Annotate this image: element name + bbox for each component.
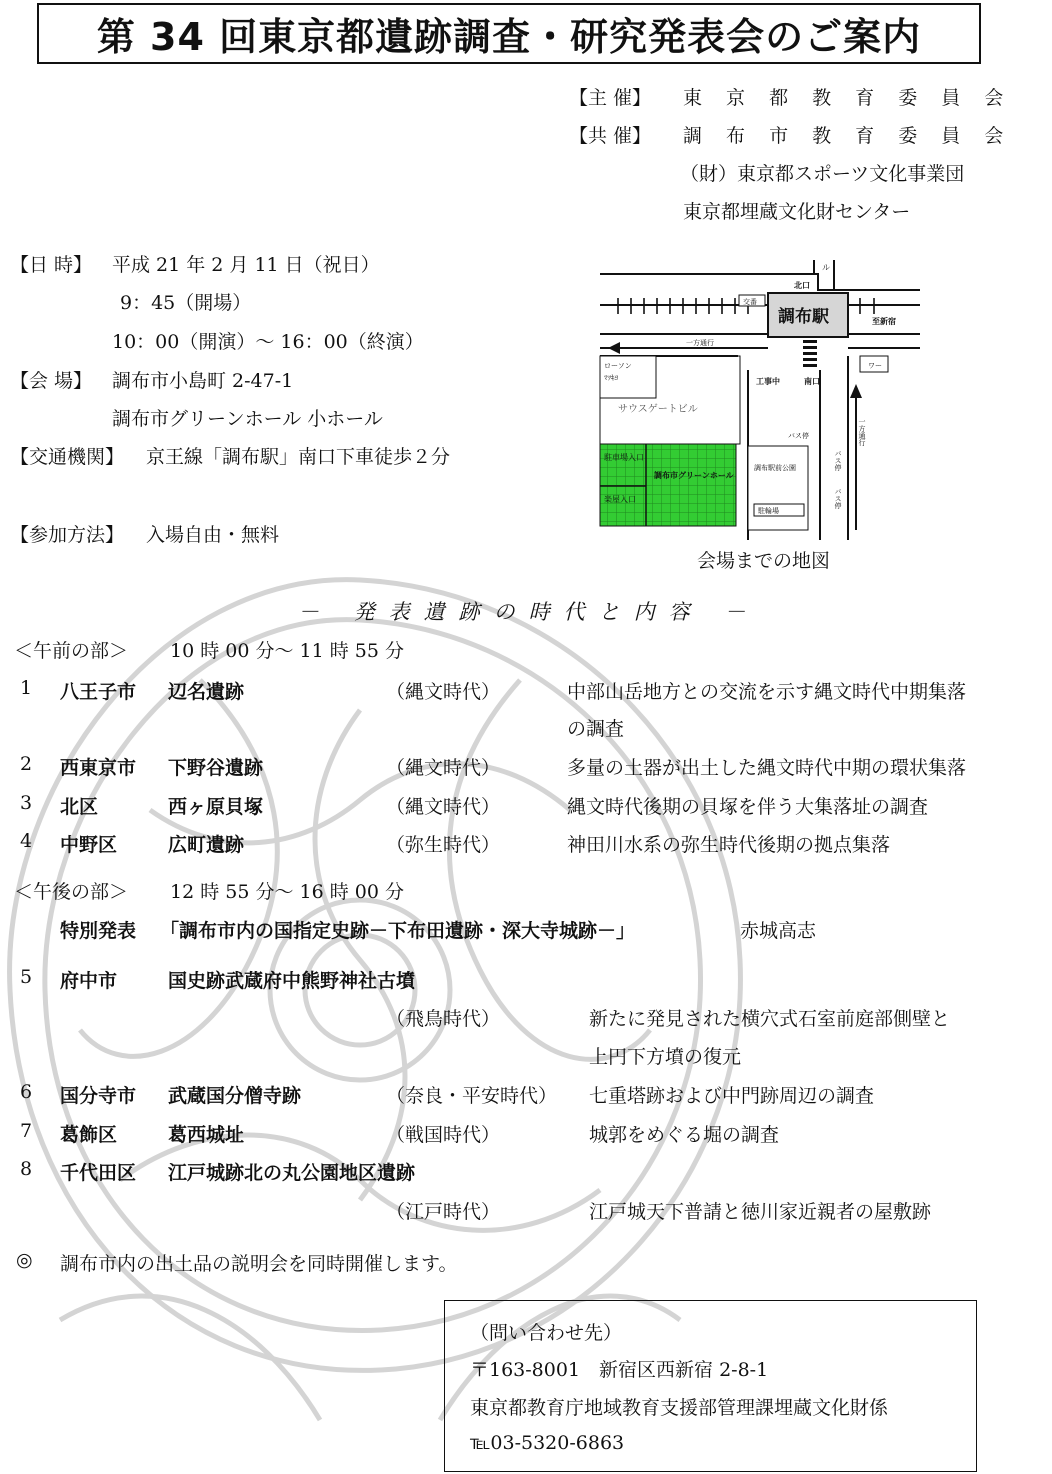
access-info: 京王線「調布駅」南口下車徒歩２分 [146, 446, 451, 468]
item-city: 府中市 [60, 970, 118, 992]
page-title: 第 34 回東京都遺跡調査・研究発表会のご案内 [37, 3, 981, 64]
item-description: 多量の土器が出土した縄文時代中期の環状集落 [567, 757, 967, 779]
item-number: 2 [20, 753, 33, 775]
host-name: 東 京 都 教 育 委 員 会 [683, 87, 1013, 109]
item-number: 1 [20, 677, 33, 699]
item-number: 5 [20, 966, 33, 988]
morning-time: 10 時 00 分～ 11 時 55 分 [170, 640, 404, 662]
venue-map [598, 260, 928, 542]
access-label: 【交通機関】 [10, 446, 125, 468]
item-description: 七重塔跡および中門跡周辺の調査 [589, 1085, 875, 1107]
item-description: 城郭をめぐる堀の調査 [589, 1124, 780, 1146]
participation-info: 入場自由・無料 [146, 524, 280, 546]
note-mark: ◎ [16, 1249, 33, 1271]
map-label-one-way-south: 一方通行 [858, 418, 866, 446]
item-number: 4 [20, 830, 33, 852]
item-site: 国史跡武蔵府中熊野神社古墳 [168, 970, 416, 992]
item-period: （縄文時代） [386, 796, 501, 818]
cohost-label: 【共 催】 [569, 125, 652, 147]
host-label: 【主 催】 [569, 87, 652, 109]
contact-tel: ℡03-5320-6863 [470, 1432, 625, 1454]
map-drawing [598, 260, 928, 542]
participation-label: 【参加方法】 [10, 524, 125, 546]
map-label-station: 調布駅 [778, 307, 829, 327]
map-label-north-exit: 北口 [794, 281, 810, 290]
special-label: 特別発表 [60, 920, 137, 942]
map-label-backstage-entry: 楽屋入口 [604, 495, 636, 504]
cohost-2: （財）東京都スポーツ文化事業団 [680, 163, 965, 185]
item-period: （縄文時代） [386, 681, 501, 703]
contact-department: 東京都教育庁地域教育支援部管理課埋蔵文化財係 [470, 1397, 889, 1419]
map-label-lawson: ローソン [604, 362, 632, 370]
map-label-tower: ワー [868, 362, 882, 370]
map-label-one-way-west: 一方通行 [686, 339, 714, 347]
item-city: 中野区 [60, 834, 118, 856]
cohost-3: 東京都埋蔵文化財センター [683, 201, 911, 223]
item-site: 広町遺跡 [168, 834, 245, 856]
contact-postal: 〒163-8001 新宿区西新宿 2-8-1 [470, 1359, 769, 1381]
item-description: 神田川水系の弥生時代後期の拠点集落 [567, 834, 891, 856]
note-text: 調布市内の出土品の説明会を同時開催します。 [60, 1253, 458, 1275]
item-description: 縄文時代後期の貝塚を伴う大集落址の調査 [567, 796, 929, 818]
map-label-parking-entry: 駐車場入口 [604, 453, 644, 462]
item-number: 8 [20, 1158, 33, 1180]
map-label-ru: ル [822, 263, 830, 272]
map-label-hall: 調布市グリーンホール [654, 471, 734, 480]
special-speaker: 赤城高志 [740, 920, 817, 942]
morning-label: ＜午前の部＞ [14, 640, 129, 662]
item-period: （弥生時代） [386, 834, 501, 856]
event-date: 平成 21 年 2 月 11 日（祝日） [112, 254, 380, 276]
item-city: 葛飾区 [60, 1124, 118, 1146]
map-label-construction: 工事中 [756, 377, 780, 386]
item-period: （縄文時代） [386, 757, 501, 779]
item-description: 新たに発見された横穴式石室前庭部側壁と [589, 1008, 951, 1030]
item-city: 西東京市 [60, 757, 137, 779]
item-description-cont: の調査 [567, 718, 625, 740]
venue-name: 調布市グリーンホール 小ホール [112, 408, 383, 430]
event-hours: 10：00（開演）～ 16：00（終演） [112, 331, 424, 353]
afternoon-label: ＜午後の部＞ [14, 881, 129, 903]
map-label-shinjuku: 至新宿 [872, 317, 896, 326]
section-heading: － 発表遺跡の時代と内容 － [298, 600, 760, 624]
item-city: 八王子市 [60, 681, 137, 703]
item-description-cont: 上円下方墳の復元 [589, 1046, 742, 1068]
map-label-bus-stop-2: バス停 [834, 450, 842, 471]
cohost-1: 調 布 市 教 育 委 員 会 [683, 125, 1013, 147]
venue-label: 【会 場】 [10, 370, 93, 392]
map-label-bike-parking: 駐輪場 [758, 507, 779, 515]
item-site: 辺名遺跡 [168, 681, 245, 703]
map-label-bus-stop-1: バス停 [788, 432, 809, 440]
map-caption: 会場までの地図 [697, 550, 831, 572]
item-site: 武蔵国分僧寺跡 [168, 1085, 302, 1107]
datetime-label: 【日 時】 [10, 254, 93, 276]
map-label-koban: 交番 [743, 298, 757, 306]
special-title: 「調布市内の国指定史跡－下布田遺跡・深大寺城跡－」 [160, 920, 636, 942]
map-label-south-exit: 南口 [804, 377, 820, 386]
item-description: 江戸城天下普請と徳川家近親者の屋敷跡 [589, 1201, 932, 1223]
map-label-matsukiyo: ﾏﾂｷﾖ [604, 374, 618, 382]
venue-address: 調布市小島町 2-47-1 [112, 370, 294, 392]
item-period: （飛鳥時代） [386, 1008, 501, 1030]
contact-label: （問い合わせ先） [470, 1322, 623, 1344]
item-site: 葛西城址 [168, 1124, 245, 1146]
item-number: 3 [20, 792, 33, 814]
item-site: 下野谷遺跡 [168, 757, 264, 779]
item-number: 6 [20, 1081, 33, 1103]
item-site: 江戸城跡北の丸公園地区遺跡 [168, 1162, 416, 1184]
map-label-south-gate: サウスゲートビル [618, 404, 698, 415]
map-label-bus-stop-3: バス停 [834, 488, 842, 509]
item-city: 千代田区 [60, 1162, 137, 1184]
item-city: 国分寺市 [60, 1085, 137, 1107]
event-open-time: 9：45（開場） [120, 292, 252, 314]
item-period: （江戸時代） [386, 1201, 501, 1223]
item-city: 北区 [60, 796, 99, 818]
item-period: （奈良・平安時代） [386, 1085, 558, 1107]
item-number: 7 [20, 1120, 33, 1142]
item-period: （戦国時代） [386, 1124, 501, 1146]
map-label-park: 調布駅前公園 [754, 464, 796, 472]
item-description: 中部山岳地方との交流を示す縄文時代中期集落 [567, 681, 967, 703]
afternoon-time: 12 時 55 分～ 16 時 00 分 [170, 881, 404, 903]
item-site: 西ヶ原貝塚 [168, 796, 264, 818]
